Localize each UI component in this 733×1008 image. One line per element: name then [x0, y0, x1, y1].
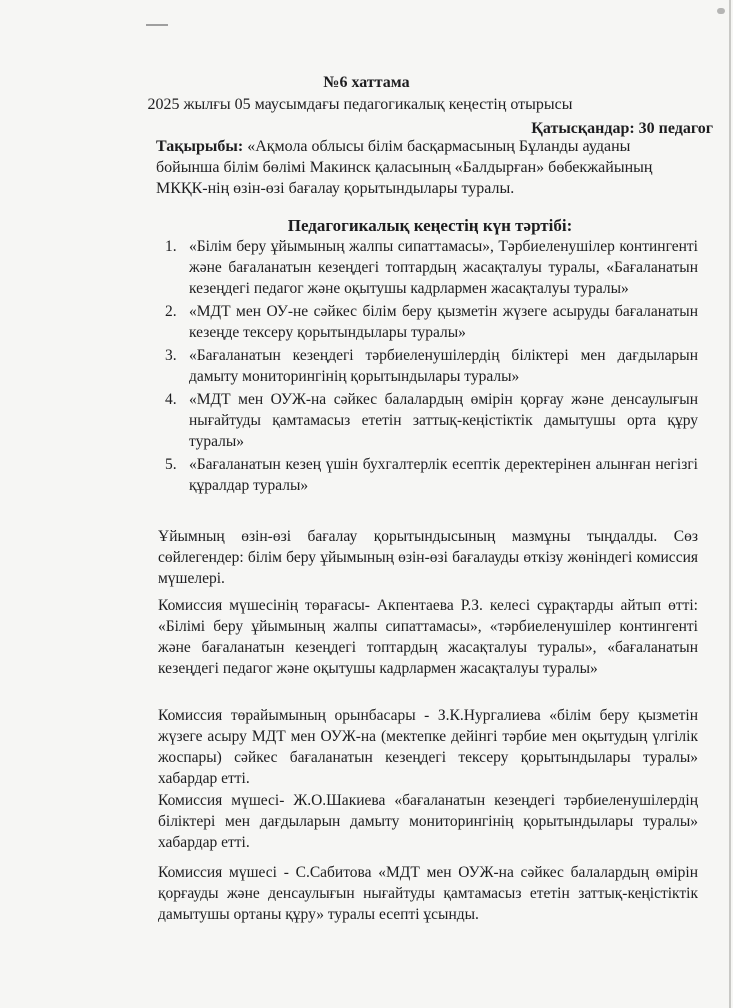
agenda-item	[165, 236, 698, 299]
scan-mark	[146, 24, 168, 26]
agenda-item-number: 5.	[165, 456, 177, 473]
agenda-item-text: «МДТ мен ОУ-не сәйкес білім беру қызметін жүзеге асыруды бағаланатын кезеңде тексеру қорытындылары туралы»	[189, 303, 698, 341]
agenda-item-number: 1.	[165, 238, 177, 255]
agenda-title: Педагогикалық кеңестің күн тәртібі:	[287, 216, 573, 235]
topic-label: Тақырыбы:	[156, 138, 244, 155]
paragraph-chair-report: Комиссия мүшесінің төрағасы- Акпентаева Р.З. келесі сұрақтарды айтып өтті: «Білімі беру ұйымының жалпы сипаттамасы», «тәрбиеленушілер контингенті және бағаланатын кезеңдегі топтардың жасақталуы туралы», «бағаланатын кезеңдегі педагог және оқытушы кадрлармен жасақталуы туралы»	[158, 597, 698, 677]
paragraph-hearing: Ұйымның өзін-өзі бағалау қорытындысының мазмұны тыңдалды. Сөз сөйлегендер: білім беру ұйымының өзін-өзі бағалауды өткізу жөніндегі комиссия мүшелері.	[158, 528, 698, 587]
paragraph-member-report: Комиссия мүшесі- Ж.О.Шакиева «бағаланатын кезеңдегі тәрбиеленушілердің біліктері мен дағдыларын дамыту мониторингінің қорытындылары туралы» хабардар етті.	[158, 792, 698, 851]
agenda-item	[165, 345, 698, 387]
agenda-item-number: 3.	[165, 347, 177, 364]
topic-block	[156, 136, 696, 199]
meeting-subtitle: 2025 жылғы 05 маусымдағы педагогикалық кеңестің отырысы	[147, 96, 573, 113]
scan-speck	[717, 8, 725, 14]
agenda-item	[165, 389, 698, 452]
paragraph-deputy-report: Комиссия төрайымының орынбасары - З.К.Нургалиева «білім беру қызметін жүзеге асыру МДТ мен ОУЖ-на (мектепке дейінгі тәрбие мен оқытудың үлгілік жоспары) сәйкес бағаланатын кезеңдегі тексеру қорытындылары туралы» хабардар етті.	[158, 707, 698, 787]
agenda-item-text: «Бағаланатын кезеңдегі тәрбиеленушілердің біліктері мен дағдыларын дамыту мониторингінің қорытындылары туралы»	[189, 347, 698, 385]
agenda-item-number: 4.	[165, 391, 177, 408]
agenda-item	[165, 301, 698, 343]
agenda-item-number: 2.	[165, 303, 177, 320]
agenda-list	[165, 236, 698, 498]
paragraph-member-report-2: Комиссия мүшесі - С.Сабитова «МДТ мен ОУЖ-на сәйкес балалардың өмірін қорғауды және денсаулығын нығайтуды қамтамасыз ететін заттық-кеңістіктік дамытушы ортаны құру» туралы есепті ұсынды.	[158, 864, 698, 923]
topic-text: «Ақмола облысы білім басқармасының Бұланды ауданы бойынша білім бөлімі Макинск қаласының «Балдырған» бөбекжайының МКҚК-нің өзін-өзі бағалау қорытындылары туралы.	[156, 138, 653, 197]
agenda-item	[165, 454, 698, 496]
document-title: №6 хаттама	[323, 74, 410, 91]
agenda-item-text: «МДТ мен ОУЖ-на сәйкес балалардың өмірін қорғау және денсаулығын нығайтуды қамтамасыз ететін заттық-кеңістіктік дамытушы орта құру туралы»	[189, 391, 698, 450]
agenda-item-text: «Білім беру ұйымының жалпы сипаттамасы», Тәрбиеленушілер контингенті және бағаланатын кезеңдегі топтардың жасақталуы туралы, «Бағаланатын кезеңдегі педагог және оқытушы кадрлармен жасақталуы туралы»	[189, 238, 698, 297]
participants-count: Қатысқандар: 30 педагог	[531, 120, 713, 137]
agenda-item-text: «Бағаланатын кезең үшін бухгалтерлік есептік деректерінен алынған негізгі құралдар туралы»	[189, 456, 698, 494]
page-edge	[729, 0, 731, 1008]
